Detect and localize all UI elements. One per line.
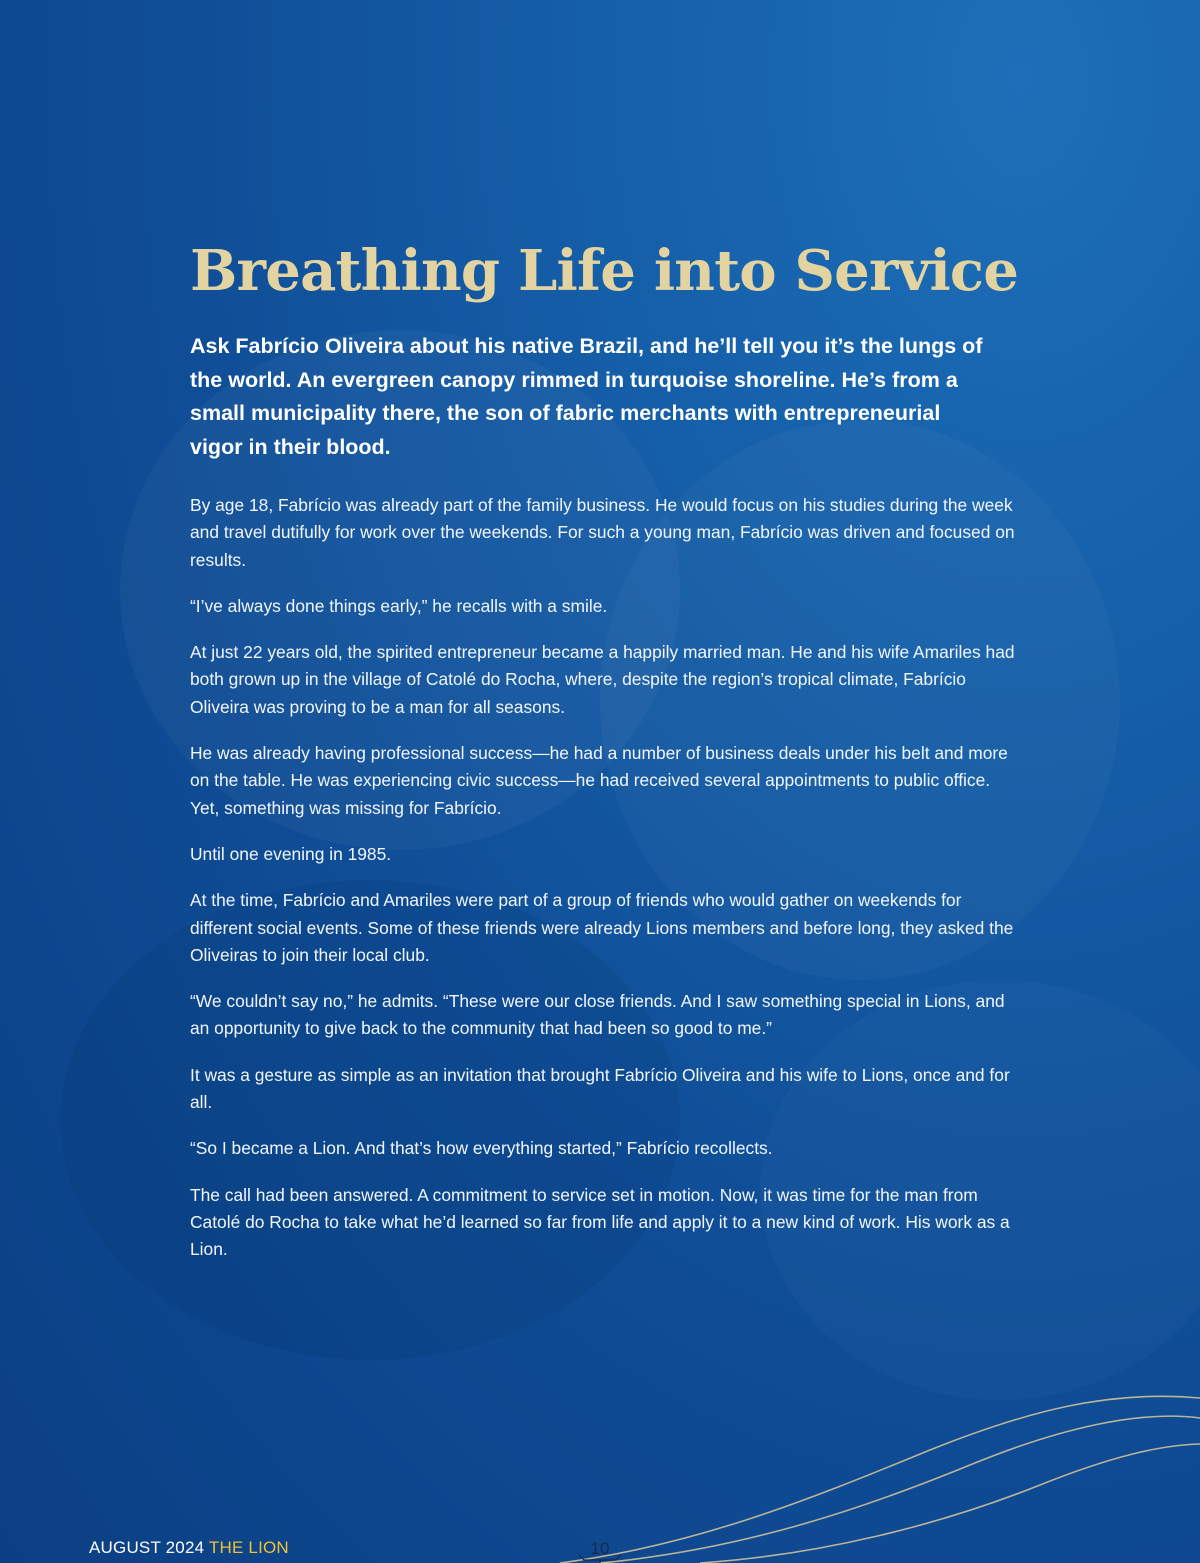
article-lede: Ask Fabrício Oliveira about his native Brazil, and he’ll tell you it’s the lungs of the world. An evergreen canopy rimmed in turquoise shoreline. He’s from a small municipality there, the son of fabric merchants with entrepreneurial vigor in their blood.	[190, 334, 983, 459]
body-paragraph: He was already having professional success—he had a number of business deals under his belt and more on the table. He was experiencing civic success—he had received several appointments to public office. Yet, something was missing for Fabrício.	[190, 743, 1008, 818]
body-paragraph: It was a gesture as simple as an invitation that brought Fabrício Oliveira and his wife to Lions, once and for all.	[190, 1064, 1010, 1113]
footer-issue	[89, 1537, 289, 1559]
article-body	[190, 492, 1020, 1264]
magazine-name: THE LION	[208, 1538, 289, 1557]
body-paragraph: Until one evening in 1985.	[190, 843, 392, 864]
body-paragraph: At the time, Fabrício and Amariles were part of a group of friends who would gather on weekends for different social events. Some of these friends were already Lions members and before long, they asked the Oliveiras to join their local club.	[190, 890, 1014, 965]
body-paragraph: “I’ve always done things early,” he recalls with a smile.	[190, 595, 608, 616]
article	[190, 238, 1020, 1283]
article-headline: Breathing Life into Service	[190, 238, 1019, 304]
issue-date: AUGUST 2024	[89, 1538, 205, 1557]
body-paragraph: “So I became a Lion. And that’s how everything started,” Fabrício recollects.	[190, 1138, 773, 1159]
body-paragraph: “We couldn’t say no,” he admits. “These were our close friends. And I saw something special in Lions, and an opportunity to give back to the community that had been so good to me.”	[190, 991, 1005, 1039]
decorative-wave-lines	[0, 1360, 1200, 1563]
body-paragraph: The call had been answered. A commitment to service set in motion. Now, it was time for the man from Catolé do Rocha to take what he’d learned so far from life and apply it to a new kind of work. His work as a Lion.	[190, 1184, 1010, 1260]
page-number-marker	[575, 1552, 625, 1563]
body-paragraph: At just 22 years old, the spirited entrepreneur became a happily married man. He and his wife Amariles had both grown up in the village of Catolé do Rocha, where, despite the region’s tropical climate, Fabrício Oliveira was proving to be a man for all seasons.	[190, 642, 1015, 717]
page-number: 10	[590, 1539, 610, 1558]
body-paragraph: By age 18, Fabrício was already part of the family business. He would focus on his studies during the week and travel dutifully for work over the weekends. For such a young man, Fabrício was driven and focused on results.	[190, 495, 1015, 570]
